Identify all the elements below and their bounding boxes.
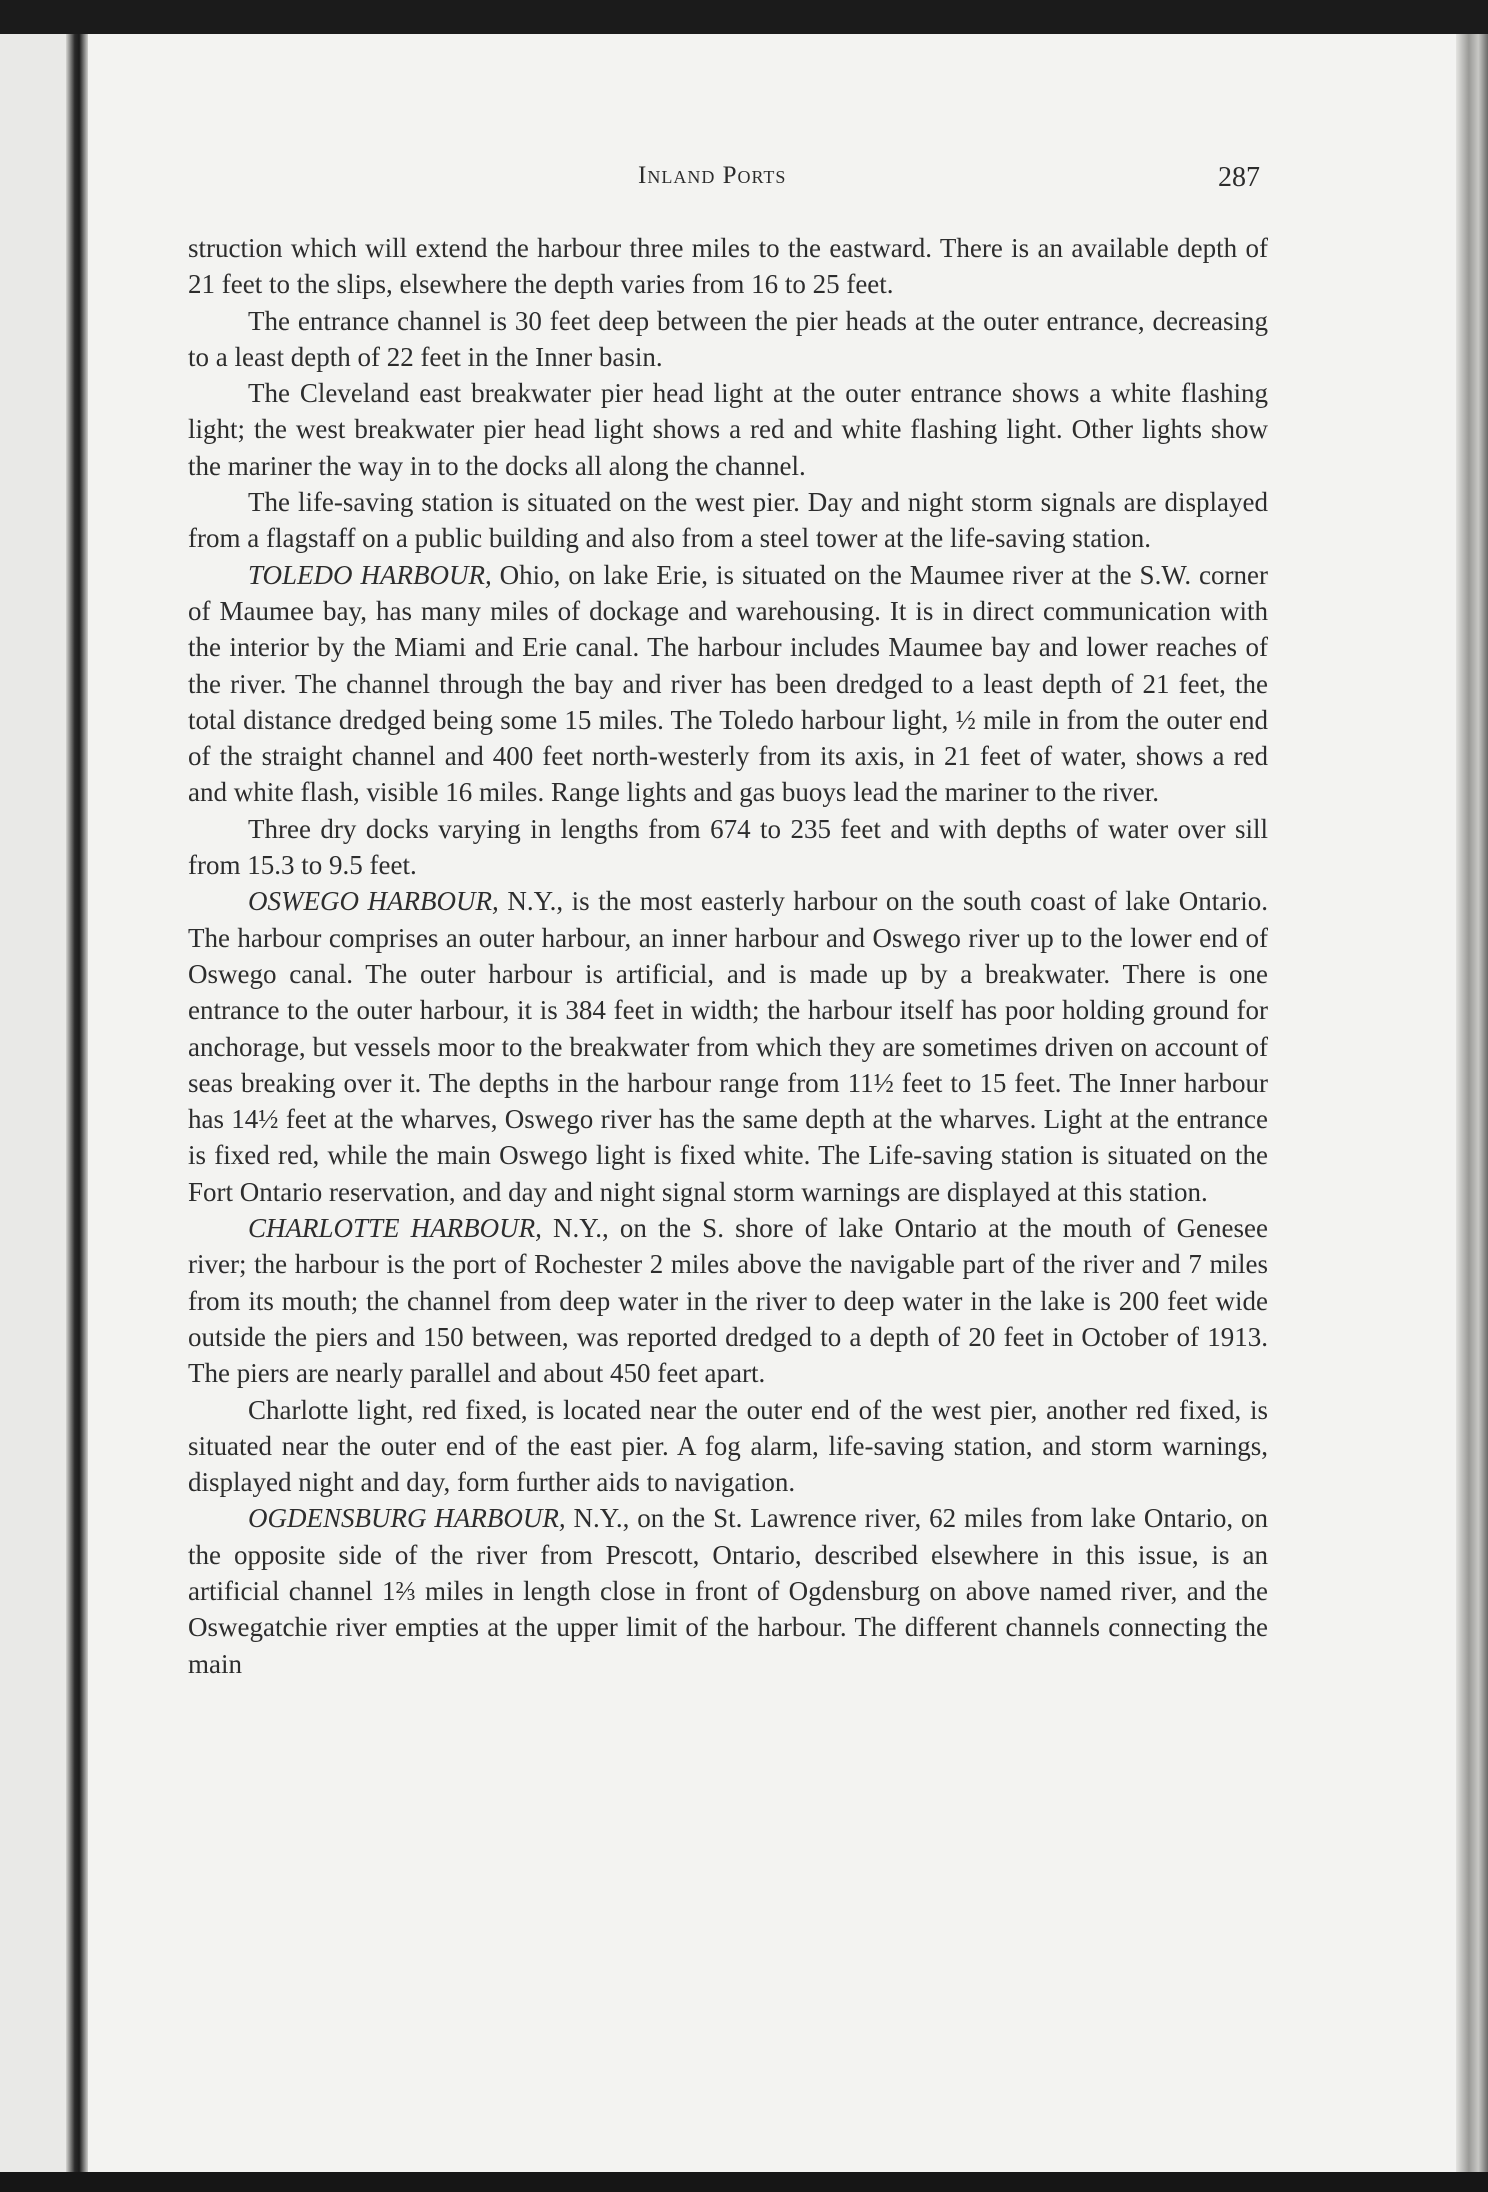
paragraph-text: The entrance channel is 30 feet deep between the pier heads at the outer entrance, decreasing to a least depth of 22 feet in the Inner basin. (188, 305, 1268, 372)
paragraph (188, 484, 1268, 557)
paragraph (188, 811, 1268, 884)
scan-top-border (0, 0, 1488, 34)
paragraph-text: N.Y., is the most easterly harbour on the south coast of lake Ontario. The harbour comprises an outer harbour, an inner harbour and Oswego river up to the lower end of Oswego canal. The outer harbour is artificial, and is made up by a breakwater. There is one entrance to the outer harbour, it is 384 feet in width; the harbour itself has poor holding ground for anchorage, but vessels moor to the breakwater from which they are sometimes driven on account of seas breaking over it. The depths in the harbour range from 11½ feet to 15 feet. The Inner harbour has 14½ feet at the wharves, Oswego river has the same depth at the wharves. Light at the entrance is fixed red, while the main Oswego light is fixed white. The Life-saving station is situated on the Fort Ontario reservation, and day and night signal storm warnings are displayed at this station. (188, 886, 1268, 1207)
paragraph (188, 230, 1268, 303)
body-text (188, 230, 1268, 1682)
page-gutter-shadow (66, 34, 88, 2172)
paragraph-text: Three dry docks varying in lengths from 674 to 235 feet and with depths of water over sill from 15.3 to 9.5 feet. (188, 813, 1268, 881)
harbour-name: CHARLOTTE HARBOUR, (248, 1213, 542, 1244)
paragraph-text: Ohio, on lake Erie, is situated on the Maumee river at the S.W. corner of Maumee bay, has many miles of dockage and warehousing. It is in direct communication with the interior by the Miami and Erie canal. The harbour includes Maumee bay and lower reaches of the river. The channel through the bay and river has been dredged to a least depth of 21 feet, the total distance dredged being some 15 miles. The Toledo harbour light, ½ mile in from the outer end of the straight channel and 400 feet north-westerly from its axis, in 21 feet of water, shows a red and white flash, visible 16 miles. Range lights and gas buoys lead the mariner to the river. (188, 559, 1268, 808)
scan-bottom-border (0, 2172, 1488, 2192)
book-page (88, 34, 1456, 2172)
harbour-name: OGDENSBURG HARBOUR, (248, 1503, 566, 1534)
paragraph-text: N.Y., on the S. shore of lake Ontario at the mouth of Genesee river; the harbour is the port of Rochester 2 miles above the navigable part of the river and 7 miles from its mouth; the channel from deep water in the river to deep water in the lake is 200 feet wide outside the piers and 150 between, was reported dredged to a depth of 20 feet in October of 1913. The piers are nearly parallel and about 450 feet apart. (188, 1213, 1269, 1389)
harbour-name: OSWEGO HARBOUR, (248, 886, 499, 917)
paragraph-text: Charlotte light, red fixed, is located near the outer end of the west pier, another red fixed, is situated near the outer end of the east pier. A fog alarm, life-saving station, and storm warnings, displayed night and day, form further aids to navigation. (188, 1394, 1268, 1498)
page-number: 287 (1218, 162, 1260, 193)
paragraph (188, 883, 1268, 1210)
paragraph-text: The Cleveland east breakwater pier head light at the outer entrance shows a white flashing light; the west breakwater pier head light shows a red and white flashing light. Other lights show the mariner the way in to the docks all along the channel. (188, 378, 1268, 481)
paragraph-text: struction which will extend the harbour three miles to the eastward. There is an available depth of 21 feet to the slips, elsewhere the depth varies from 16 to 25 feet. (188, 233, 1268, 300)
paragraph (188, 1500, 1268, 1681)
paragraph (188, 1210, 1268, 1391)
page-header (88, 162, 1456, 202)
running-title: Inland Ports (638, 162, 787, 189)
paragraph-text: N.Y., on the St. Lawrence river, 62 miles from lake Ontario, on the opposite side of the river from Prescott, Ontario, described elsewhere in this issue, is an artificial channel 1⅔ miles in length close in front of Ogdensburg on above named river, and the Oswegatchie river empties at the upper limit of the harbour. The different channels connecting the main (188, 1503, 1268, 1679)
paragraph (188, 303, 1268, 376)
harbour-name: TOLEDO HARBOUR, (248, 559, 492, 590)
paragraph (188, 1392, 1268, 1501)
page-fore-edge (1456, 34, 1488, 2172)
paragraph-text: The life-saving station is situated on the west pier. Day and night storm signals are displayed from a flagstaff on a public building and also from a steel tower at the life-saving station. (188, 487, 1268, 554)
paragraph (188, 375, 1268, 484)
paragraph (188, 557, 1268, 811)
